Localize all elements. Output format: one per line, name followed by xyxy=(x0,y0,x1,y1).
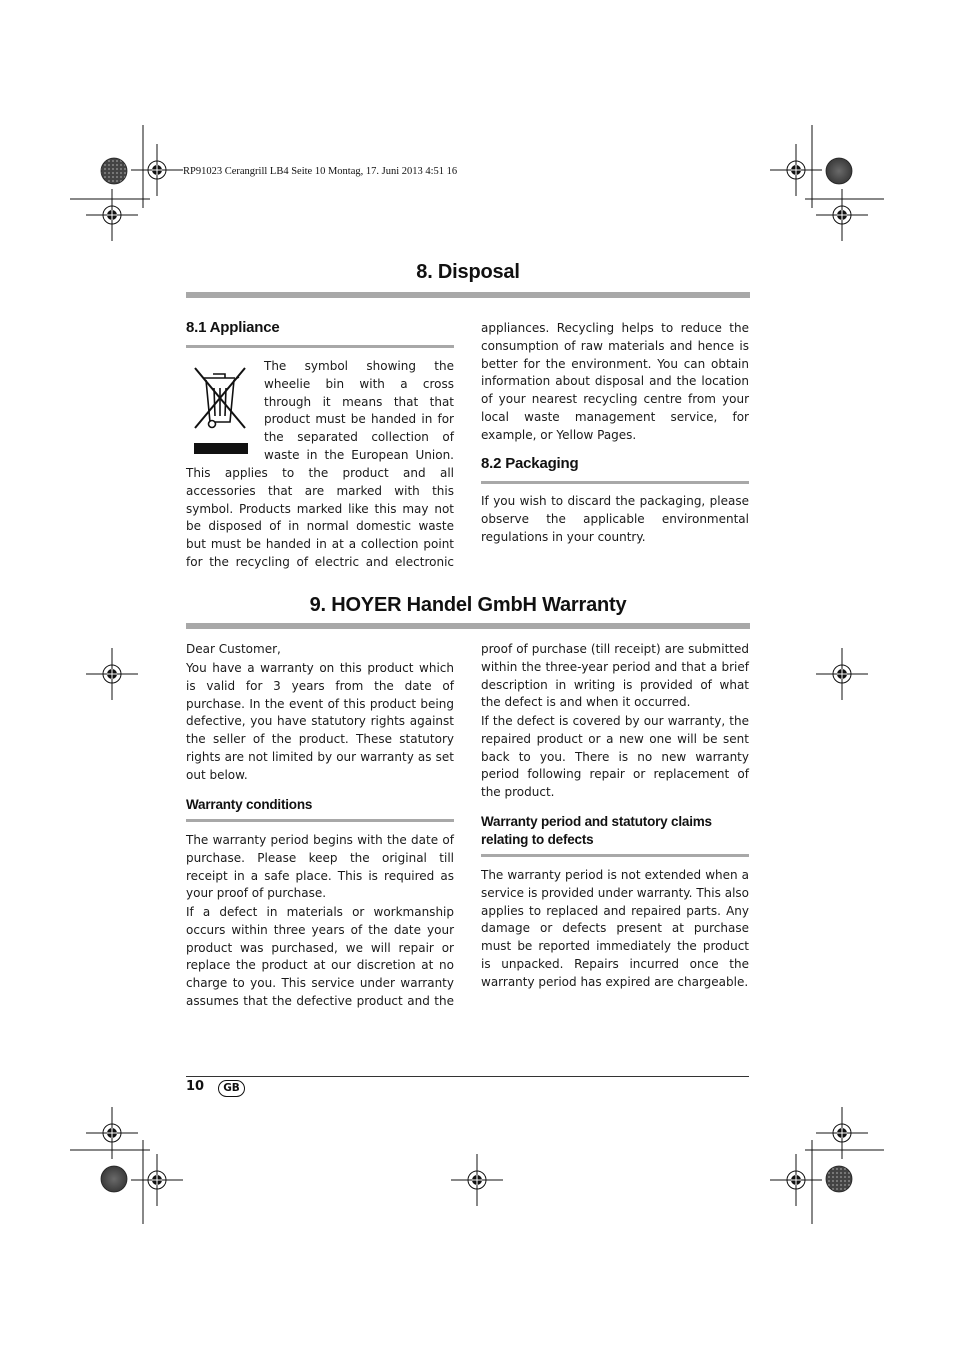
country-badge: GB xyxy=(218,1080,245,1097)
wrap-line: The symbol showing the xyxy=(264,359,454,373)
warranty-period-text: The warranty period is not extended when a service is provided under warranty. This also applies to replaced and repaired parts. Any damage or defects present at purchase must be reported immediately the product is unpacked. Repairs incurred once the warranty period has expired are chargeable. xyxy=(481,868,749,989)
appliance-wrap-text xyxy=(264,358,454,465)
wrap-line: the separated collection of xyxy=(264,430,454,445)
packaging-body-text: If you wish to discard the packaging, please observe the applicable environmental regulations in your country. xyxy=(481,494,749,544)
warranty-right-p1: proof of purchase (till receipt) are submitted within the three-year period and that a brief description in writing is provided of what the defect is and when it occurred. xyxy=(481,642,749,710)
warranty-greeting: Dear Customer, xyxy=(186,642,281,656)
chapter-divider xyxy=(186,623,750,629)
warranty-conditions-p1: The warranty period begins with the date of purchase. Please keep the original till receipt in a safe place. This is required as your proof of purchase. xyxy=(186,833,454,901)
warranty-conditions-p2: If a defect in materials or workmanship occurs within three years of the date your product was purchased, we will repair or replace the product at our discretion at no charge to you. This service under warranty assumes that the defective product and the xyxy=(186,905,454,1008)
chapter-title-disposal: 8. Disposal xyxy=(416,261,520,283)
appliance-continued-text: appliances. Recycling helps to reduce the consumption of raw materials and hence is better for the environment. You can obtain information about disposal and the location of your nearest recycling centre from your local waste management service, for example, or Yellow Pages. xyxy=(481,321,749,442)
wrap-line: waste in the European Union. xyxy=(264,447,454,462)
chapter-title-warranty: 9. HOYER Handel GmbH Warranty xyxy=(309,594,627,616)
print-info: RP91023 Cerangrill LB4 Seite 10 Montag, 17. Juni 2013 4:51 16 xyxy=(183,166,458,177)
wrap-line: through it means that that xyxy=(264,394,454,409)
crossed-out-wheelie-bin-icon xyxy=(189,364,251,456)
section-rule xyxy=(481,854,749,857)
section-heading-packaging: 8.2 Packaging xyxy=(481,455,579,472)
section-rule xyxy=(186,345,454,348)
warranty-intro-text: You have a warranty on this product which is valid for 3 years from the date of purchase. In the event of this product being defective, you have statutory rights against the seller of the product. These statutory rights are not limited by our warranty as set out below. xyxy=(186,661,454,782)
footer-rule xyxy=(186,1076,749,1077)
wrap-line: wheelie bin with a cross xyxy=(264,376,454,391)
subheading-line: relating to defects xyxy=(481,832,594,847)
wrap-line: product must be handed in for xyxy=(264,412,454,427)
subheading-line: Warranty period and statutory claims xyxy=(481,814,712,829)
section-rule xyxy=(481,481,749,484)
chapter-divider xyxy=(186,292,750,298)
page-number: 10 xyxy=(186,1079,205,1094)
subheading-warranty-period xyxy=(481,813,712,849)
section-heading-appliance: 8.1 Appliance xyxy=(186,319,280,336)
appliance-body-text: This applies to the product and all accessories that are marked with this symbol. Products marked like this may not be disposed of in normal domestic waste but must be handed in at a collection point for the recycling of electric and electronic xyxy=(186,466,454,569)
warranty-right-p2: If the defect is covered by our warranty, the repaired product or a new one will be sent back to you. There is no new warranty period following repair or replacement of the product. xyxy=(481,714,749,800)
subheading-warranty-conditions: Warranty conditions xyxy=(186,797,313,812)
section-rule xyxy=(186,819,454,822)
